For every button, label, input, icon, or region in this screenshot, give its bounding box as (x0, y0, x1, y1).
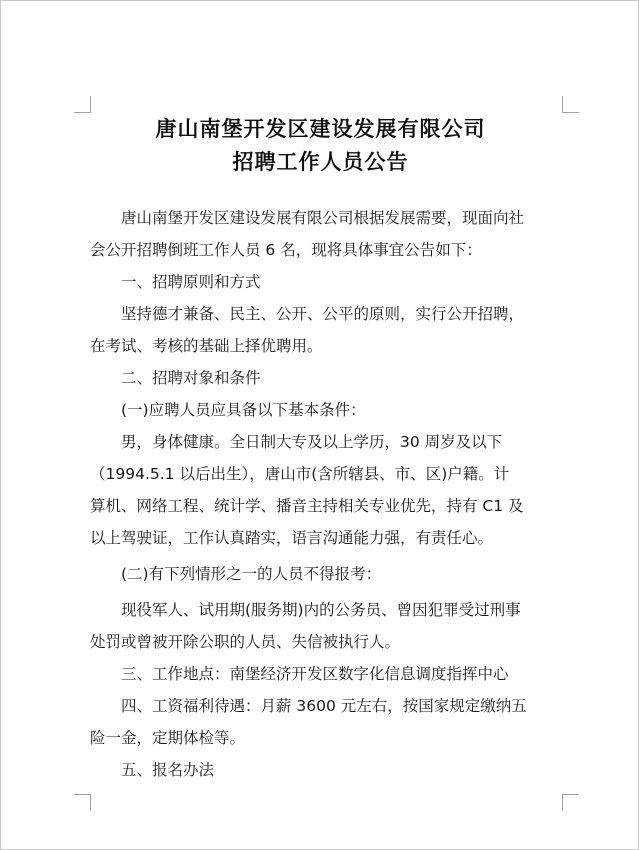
text-line: 四、工资福利待遇：月薪 3600 元左右，按国家规定缴纳五 (121, 697, 527, 715)
text-line: 男，身体健康。全日制大专及以上学历，30 周岁及以下 (121, 433, 503, 451)
text-line: 算机、网络工程、统计学、播音主持相关专业优先，持有 C1 及 (90, 497, 524, 515)
text-line: 会公开招聘倒班工作人员 6 名，现将具体事宜公告如下： (90, 241, 482, 259)
document-title-line-2: 招聘工作人员公告 (232, 149, 409, 174)
text-line: (二)有下列情形之一的人员不得报考： (121, 565, 382, 583)
text-line: 处罚或曾被开除公职的人员、失信被执行人。 (90, 633, 401, 651)
corner-mark-bottom-left (74, 794, 91, 811)
text-line: 唐山南堡开发区建设发展有限公司根据发展需要，现面向社 (121, 209, 525, 227)
body-paragraph (90, 754, 560, 786)
body-paragraph (90, 394, 560, 426)
text-line: 险一金，定期体检等。 (90, 729, 246, 747)
text-line: 现役军人、试用期(服务期)内的公务员、曾因犯罪受过刑事 (121, 601, 521, 619)
text-line: 一、招聘原则和方式 (121, 273, 261, 291)
body-paragraph (90, 594, 560, 658)
text-line: （1994.5.1 以后出生），唐山市(含所辖县、市、区)户籍。计 (90, 465, 510, 483)
corner-mark-top-right (562, 96, 579, 113)
body-paragraph (90, 690, 560, 754)
document-body (90, 202, 560, 786)
body-paragraph (90, 202, 560, 266)
body-paragraph (90, 658, 560, 690)
body-paragraph (90, 426, 560, 554)
text-line: 在考试、考核的基础上择优聘用。 (90, 337, 323, 355)
corner-mark-bottom-right (562, 794, 579, 811)
text-line: 五、报名办法 (121, 761, 215, 779)
body-paragraph (90, 298, 560, 362)
text-line: 三、工作地点：南堡经济开发区数字化信息调度指挥中心 (121, 665, 509, 683)
text-line: 坚持德才兼备、民主、公开、公平的原则，实行公开招聘， (121, 305, 525, 323)
corner-mark-top-left (74, 96, 91, 113)
body-paragraph (90, 266, 560, 298)
text-line: 以上驾驶证，工作认真踏实，语言沟通能力强，有责任心。 (90, 529, 494, 547)
text-line: (一)应聘人员应具备以下基本条件： (121, 401, 366, 419)
body-paragraph (90, 362, 560, 394)
body-paragraph (90, 558, 560, 590)
text-line: 二、招聘对象和条件 (121, 369, 261, 387)
document-title-line-1: 唐山南堡开发区建设发展有限公司 (155, 116, 486, 141)
